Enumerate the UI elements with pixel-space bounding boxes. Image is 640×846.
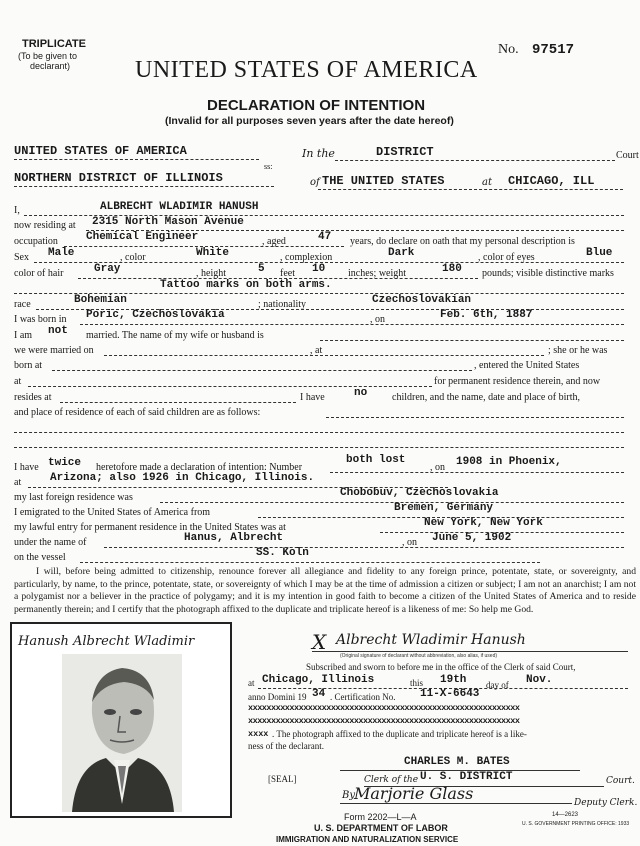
emigrated-label: I emigrated to the United States of America from [14, 507, 211, 518]
clerk-name: CHARLES M. BATES [404, 756, 510, 768]
department: U. S. DEPARTMENT OF LABOR [314, 823, 448, 833]
document-title: UNITED STATES OF AMERICA [135, 57, 478, 83]
married-text: married. The name of my wife or husband is [86, 330, 264, 341]
oath-paragraph: I will, before being admitted to citizenship, renounce forever all allegiance and fidelity to any foreign prince, potentate, state, or sovereignty, and particularly, by name, to the prince, potentate, state, or sovereignty of which I may be at the time of admission a citizen or subject; I am not an anarchist; I am not a polygamist nor a believer in the practice of polygamy; and it is my intention in good faith to become a citizen of the United States of America and to reside permanently therein; and I certify that the photograph affixed to the duplicate and triplicate hereof is a likeness of me: So help me God. [14, 566, 636, 615]
birthdate: Feb. 6th, 1887 [440, 309, 533, 321]
complexion-label: , complexion [280, 252, 333, 263]
service: IMMIGRATION AND NATURALIZATION SERVICE [276, 835, 459, 844]
court-name: DISTRICT [376, 145, 434, 159]
prior-place2: Arizona; also 1926 in Chicago, Illinois. [50, 472, 315, 484]
last-res-line [160, 502, 624, 503]
copy-note-1: (To be given to [18, 51, 78, 61]
at2-label: at [14, 376, 22, 387]
entry-date: June 5, 1902 [432, 532, 512, 544]
height-feet: 5 [258, 263, 265, 275]
inches-label: inches; weight [348, 268, 407, 279]
attest-day: 19th [440, 674, 467, 686]
children-place-text: and place of residence of each of said children are as follows: [14, 407, 261, 418]
struck-line-2: xxxxxxxxxxxxxxxxxxxxxxxxxxxxxxxxxxxxxxxxxxxxxxxxxxxxxxxxxxx [248, 716, 520, 726]
venue-district-line [14, 186, 274, 187]
prior-at-label: at [14, 477, 22, 488]
color-label: , color [120, 252, 146, 263]
court-suffix: Court [616, 150, 639, 161]
residing-label: now residing at [14, 220, 76, 231]
clerk-court-suffix: Court. [606, 776, 635, 786]
deputy-line [340, 803, 572, 804]
subscribed-text: Subscribed and sworn to before me in the office of the Clerk of said Court, [306, 662, 576, 672]
children-text: children, and the name, date and place of birth, [392, 392, 580, 403]
for-perm-label: for permanent residence therein, and now [434, 376, 601, 387]
spouse-line [320, 340, 624, 341]
court-of-line [318, 189, 623, 190]
invalid-note: (Invalid for all purposes seven years after the date hereof) [165, 115, 454, 127]
photo-statement-2: ness of the declarant. [248, 741, 324, 751]
entered-label: , entered the United States [474, 360, 580, 371]
prior-on-label: , on [430, 462, 445, 473]
clerk-of-label: Clerk of the [364, 775, 419, 785]
declarant-signature: Albrecht Wladimir Hanush [336, 632, 526, 648]
by-label: By [342, 790, 355, 801]
deputy-label: Deputy Clerk. [574, 798, 638, 808]
document-subtitle: DECLARATION OF INTENTION [207, 97, 426, 114]
emigrated-val: Bremen, Germany [394, 502, 494, 514]
name-entry: Hanus, Albrecht [184, 532, 284, 544]
form-number: 97517 [532, 42, 575, 58]
signature-note: (Original signature of declarant without abbreviation, also alias, if used) [340, 653, 498, 659]
prior-line [330, 472, 624, 473]
vessel: SS. Koln [256, 547, 309, 559]
cert-number: 11-X-6643 [420, 688, 480, 700]
gpo-note: U. S. GOVERNMENT PRINTING OFFICE: 1933 [522, 821, 630, 827]
nationality-label: ; nationality [258, 299, 307, 310]
prior-text: heretofore made a declaration of intention: Number [96, 462, 303, 473]
prior-twice: twice [48, 457, 82, 469]
venue-country: UNITED STATES OF AMERICA [14, 144, 187, 158]
under-name-line [104, 547, 624, 548]
born-at-label: born at [14, 360, 43, 371]
port: New York, New York [424, 517, 543, 529]
married-at-label: , at [310, 345, 323, 356]
declarant-photo [62, 654, 182, 812]
children-line-3 [14, 447, 624, 448]
born-on-label: , on [370, 314, 385, 325]
vessel-line [80, 562, 540, 563]
attest-day-of: day of [486, 680, 509, 690]
height-label: , height [196, 268, 226, 279]
under-name-label: under the name of [14, 537, 87, 548]
venue-district: NORTHERN DISTRICT OF ILLINOIS [14, 171, 223, 185]
on2-label: , on [402, 537, 417, 548]
x-mark: X [312, 630, 327, 654]
copy-note-2: declarant) [30, 61, 71, 71]
attest-this-label: this [410, 678, 424, 688]
hair-label: color of hair [14, 268, 64, 279]
cert-label: . Certification No. [330, 692, 396, 702]
anno-label: anno Domini 19 [248, 692, 307, 702]
height-inches: 10 [312, 263, 326, 275]
court-city: CHICAGO, ILL [508, 174, 595, 188]
children-count: no [354, 387, 368, 399]
photo-signature: Hanush Albrecht Wladimir [18, 634, 195, 649]
married-on-label: we were married on [14, 345, 94, 356]
last-res-label: my last foreign residence was [14, 492, 133, 503]
attest-month: Nov. [526, 674, 553, 686]
form-number-footer: Form 2202—L—A [344, 812, 417, 822]
color: White [196, 247, 230, 259]
copy-label: TRIPLICATE [22, 38, 86, 50]
birthplace: Poric, Czechoslovakia [86, 309, 225, 321]
complexion: Dark [388, 247, 415, 259]
married-on-line [104, 355, 544, 356]
clerk-court: U. S. DISTRICT [420, 771, 513, 783]
race: Bohemian [74, 294, 127, 306]
at2-line [28, 386, 432, 387]
form-number-label: No. [498, 42, 519, 57]
aged-label: , aged [262, 236, 286, 247]
age: 47 [318, 231, 332, 243]
distinctive-marks: Tattoo marks on both arms. [160, 279, 332, 291]
in-the-label: In the [302, 147, 335, 160]
sex-line [34, 262, 624, 263]
pounds-label: pounds; visible distinctive marks [482, 268, 614, 279]
declare-text: years, do declare on oath that my personal description is [350, 236, 575, 247]
venue-ss: ss: [264, 162, 273, 171]
hair: Gray [94, 263, 121, 275]
venue-country-line [14, 159, 259, 160]
photo-statement: . The photograph affixed to the duplicate and triplicate hereof is a like- [272, 729, 527, 739]
prior-number: both lost [346, 454, 406, 466]
address: 2315 North Mason Avenue [92, 216, 244, 228]
born-line [80, 324, 624, 325]
eyes-label: , color of eyes [478, 252, 535, 263]
resides-label: resides at [14, 392, 52, 403]
attest-at-label: at [248, 678, 255, 688]
signature-line [312, 651, 628, 652]
prior-have-label: I have [14, 462, 39, 473]
of-label: of [310, 177, 320, 188]
resides-line [60, 402, 296, 403]
struck-line-1: xxxxxxxxxxxxxxxxxxxxxxxxxxxxxxxxxxxxxxxxxxxxxxxxxxxxxxxxxxx [248, 703, 520, 713]
anno-year: 34 [312, 688, 326, 700]
occupation-label: occupation [14, 236, 58, 247]
declarant-name: ALBRECHT WLADIMIR HANUSH [100, 201, 259, 213]
feet-label: feet [280, 268, 295, 279]
court-line [335, 160, 615, 161]
married-status: not [48, 325, 68, 337]
born-at-line [52, 370, 472, 371]
print-code: 14—2623 [552, 812, 579, 818]
lawful-label: my lawful entry for permanent residence in the United States was at [14, 522, 286, 533]
sex: Male [48, 247, 75, 259]
i-have-label: I have [300, 392, 325, 403]
prior-date-place: 1908 in Phoenix, [456, 456, 562, 468]
at-label: at [482, 177, 492, 188]
deputy-signature: Marjorie Glass [354, 784, 474, 803]
vessel-label: on the vessel [14, 552, 66, 563]
sex-label: Sex [14, 252, 29, 263]
i-label: I, [14, 205, 20, 216]
children-line-1 [326, 417, 624, 418]
nationality: Czechoslovakian [372, 294, 472, 306]
born-label: I was born in [14, 314, 67, 325]
court-of: THE UNITED STATES [322, 174, 445, 188]
occupation: Chemical Engineer [86, 231, 199, 243]
attest-place: Chicago, Illinois [262, 674, 375, 686]
photo-box [10, 622, 232, 818]
she-born-label: ; she or he was [548, 345, 608, 356]
race-label: race [14, 299, 31, 310]
eyes: Blue [586, 247, 613, 259]
seal-label: [SEAL] [268, 774, 297, 784]
children-line-2 [14, 432, 624, 433]
weight: 180 [442, 263, 462, 275]
last-res-val: Chobobuv, Czechoslovakia [340, 487, 499, 499]
struck-line-3: xxxx [248, 729, 269, 739]
am-label: I am [14, 330, 33, 341]
